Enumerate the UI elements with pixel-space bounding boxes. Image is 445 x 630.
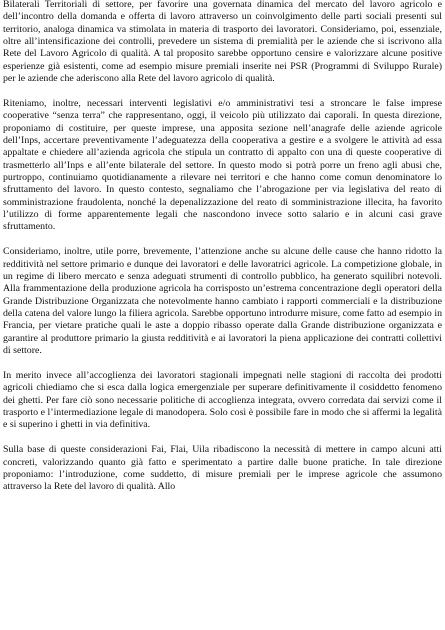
paragraph-gap [3,85,442,98]
paragraph-1: Bilaterali Territoriali di settore, per favorire una governata dinamica del mercato del lavoro agricolo e dell’incontro della domanda e offerta di lavoro attraverso un coinvolgimento delle parti sociali presenti sul territorio, analoga dinamica va stimolata in materia di trasporto dei lavoratori. Consideriamo, poi, essenziale, oltre all’intensificazione dei controlli, prevedere un sistema di premialità per le aziende che si iscrivono alla Rete del Lavoro Agricolo di qualità. A tal proposito sarebbe opportuno censire e valorizzare alcune positive esperienze già esistenti, come ad esempio misure premiali inserite nei PSR (Programmi di Sviluppo Rurale) per le aziende che aderiscono alla Rete del lavoro agricolo di qualità. [3,0,442,85]
paragraph-2: Riteniamo, inoltre, necessari interventi legislativi e/o amministrativi tesi a stroncare le false imprese cooperative “senza terra” che rappresentano, oggi, il veicolo più utilizzato dai caporali. In questa direzione, proponiamo di costituire, per queste imprese, una apposita sezione nell’anagrafe delle aziende agricole dell’Inps, accertare preventivamente l’adeguatezza della cooperativa a gestire e a svolgere le attività ad essa appaltate e chiedere all’azienda agricola che stipula un contratto di appalto con una di queste cooperative di trasmetterlo all’Inps e all’ente bilaterale del settore. In questo modo si potrà porre un freno agli abusi che, purtroppo, continuiamo quotidianamente a rilevare nei territori e che hanno come comun denominatore lo sfruttamento del lavoro. In questo contesto, segnaliamo che l’abrogazione per via legislativa del reato di somministrazione fraudolenta, nonché la depenalizzazione del reato di somministrazione illecita, ha favorito l’utilizzo di forme apparentemente legali che nascondono invece sotto salario e in alcuni casi grave sfruttamento. [3,98,442,233]
paragraph-4: In merito invece all’accoglienza dei lavoratori stagionali impegnati nelle stagioni di raccolta dei prodotti agricoli chiediamo che si esca dalla logica emergenziale per superare definitivamente il cosiddetto fenomeno dei ghetti. Per fare ciò sono necessarie politiche di accoglienza integrata, ovvero corredata dai servizi come il trasporto e l’intermediazione legale di manodopera. Solo così è possibile fare in modo che si affermi la legalità e si superino i ghetti in via definitiva. [3,370,442,431]
paragraph-3: Consideriamo, inoltre, utile porre, brevemente, l’attenzione anche su alcune delle cause che hanno ridotto la redditività nel settore primario e dunque dei lavoratori e delle lavoratrici agricole. La competizione globale, in un regime di libero mercato e senza adeguati strumenti di controllo pubblico, ha generato squilibri notevoli. Alla frammentazione della produzione agricola ha corrisposto un’estrema concentrazione degli operatori della Grande Distribuzione Organizzata che notevolmente hanno cambiato i rapporti commerciali e la distribuzione della catena del valore lungo la filiera agricola. Sarebbe opportuno introdurre misure, come fatto ad esempio in Francia, per vietare pratiche quali le aste a doppio ribasso operate dalla Grande distribuzione organizzata e garantire al produttore primario la giusta redditività e ai lavoratori la piena applicazione dei contratti collettivi di settore. [3,246,442,357]
paragraph-gap [3,234,442,247]
paragraph-5: Sulla base di queste considerazioni Fai, Flai, Uila ribadiscono la necessità di mettere in campo alcuni atti concreti, valorizzando quanto già fatto e sperimentato a partire dalle buone pratiche. In tale direzione proponiamo: l’introduzione, come suddetto, di misure premiali per le imprese agricole che assumono attraverso la Rete del lavoro di qualità. Allo [3,444,442,493]
paragraph-gap [3,432,442,445]
paragraph-gap [3,357,442,370]
